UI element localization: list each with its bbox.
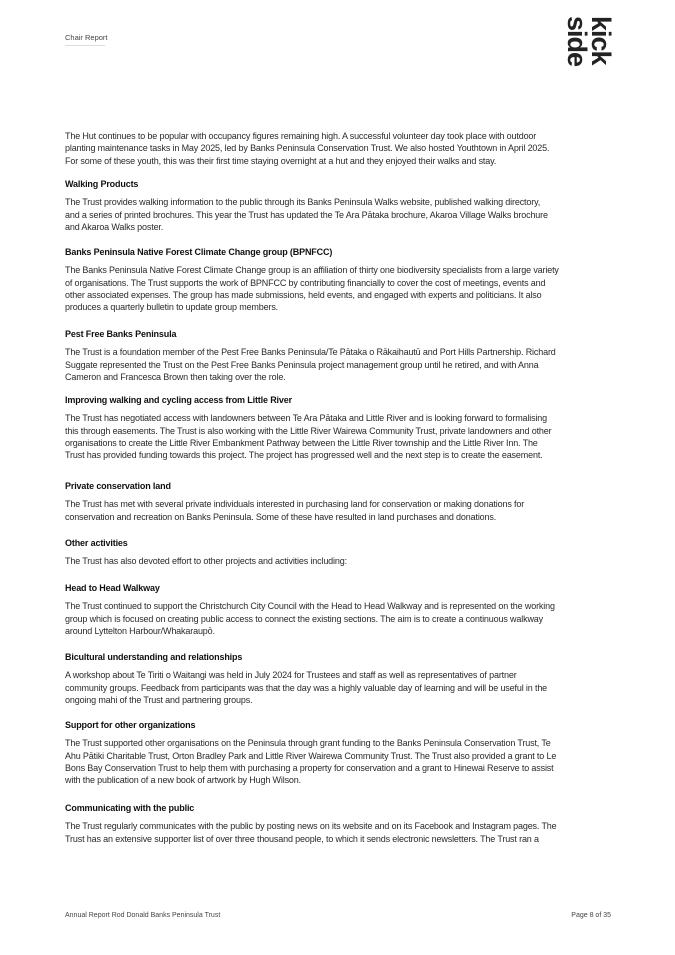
page-number: Page 8 of 35	[571, 912, 611, 919]
paragraph-line: this through easements. The Trust is also working with the Little River Wairewa Community Trust, private landowners and other	[65, 425, 552, 436]
section-paragraph	[65, 555, 625, 567]
paragraph-line: group which is focused on creating public access to connect the existing sections. The aim is to create a continuous walkway	[65, 613, 544, 624]
paragraph-line: The Trust has met with several private individuals interested in purchasing land for conservation or making donations for	[65, 499, 525, 510]
section-heading: Communicating with the public	[65, 803, 195, 813]
running-header: Chair Report	[65, 33, 108, 42]
paragraph-line: The Trust continued to support the Christchurch City Council with the Head to Head Walkway and is represented on the working	[65, 601, 555, 612]
paragraph-line: The Trust regularly communicates with the public by posting news on its website and on its Facebook and Instagram pages. The	[65, 821, 557, 832]
section	[65, 802, 625, 845]
section	[65, 651, 625, 706]
section-paragraph	[65, 196, 625, 233]
paragraph-line: around Lyttelton Harbour/Whakaraupō.	[65, 625, 215, 636]
section-paragraph	[65, 600, 625, 637]
paragraph-line: The Trust has also devoted effort to other projects and activities including:	[65, 556, 347, 567]
section-heading: Pest Free Banks Peninsula	[65, 329, 177, 339]
paragraph-line: and a series of printed brochures. This year the Trust has updated the Te Ara Pātaka brochure, Akaroa Village Walks brochure	[65, 209, 548, 220]
section-paragraph	[65, 737, 625, 786]
paragraph-line: Suggate represented the Trust on the Pest Free Banks Peninsula project management group until he retired, and with Anna	[65, 359, 539, 370]
section-heading: Private conservation land	[65, 481, 171, 491]
section-paragraph	[65, 820, 625, 845]
paragraph-line: ongoing mahi of the Trust and partnering groups.	[65, 694, 253, 705]
section-heading: Head to Head Walkway	[65, 583, 160, 593]
section-paragraph	[65, 498, 625, 523]
paragraph-line: community groups. Feedback from participants was that the day was a highly valuable day of learning and will be useful in the	[65, 682, 548, 693]
paragraph-line: The Trust provides walking information to the public through its Banks Peninsula Walks website, published walking directory,	[65, 197, 541, 208]
logo-word-side: side	[562, 16, 592, 67]
paragraph-line: other associated expenses. The group has made submissions, held events, and engaged with experts and politicians. It also	[65, 289, 542, 300]
paragraph-line: conservation and recreation on Banks Peninsula. Some of these have resulted in land purchases and donations.	[65, 511, 497, 522]
paragraph-line: A workshop about Te Tiriti o Waitangi was held in July 2024 for Trustees and staff as well as representatives of partner	[65, 670, 517, 681]
logo-word-kick: kick	[586, 16, 616, 65]
section	[65, 328, 625, 383]
header-divider	[65, 45, 105, 46]
section	[65, 537, 625, 568]
section	[65, 246, 625, 313]
section	[65, 130, 625, 167]
paragraph-line: The Banks Peninsula Native Forest Climate Change group is an affiliation of thirty one biodiversity specialists from a large variety	[65, 265, 559, 276]
paragraph-line: The Trust supported other organisations on the Peninsula through grant funding to the Banks Peninsula Conservation Trust, Te	[65, 738, 551, 749]
paragraph-line: Bons Bay Conservation Trust to help them with purchasing a property for conservation and a grant to Hinewai Reserve to assist	[65, 762, 554, 773]
paragraph-line: Trust has an extensive supporter list of over three thousand people, to which it sends electronic newsletters. The Trust ran a	[65, 833, 539, 844]
paragraph-line: and Akaroa Walks poster.	[65, 221, 164, 232]
paragraph-line: Ahu Pātiki Charitable Trust, Orton Bradley Park and Little River Wairewa Community Trust. The Trust also provided a grant to Le	[65, 750, 557, 761]
paragraph-line: organisations to create the Little River Embankment Pathway between the Little River township and the Little River Inn. The	[65, 437, 538, 448]
paragraph-line: produces a quarterly bulletin to update group members.	[65, 302, 279, 313]
section-paragraph	[65, 264, 625, 313]
footer-title: Annual Report Rod Donald Banks Peninsula Trust	[65, 912, 221, 919]
section	[65, 394, 625, 461]
paragraph-line: The Hut continues to be popular with occupancy figures remaining high. A successful volunteer day took place with outdoor	[65, 131, 537, 141]
kickside-logo	[556, 14, 616, 80]
section-paragraph	[65, 130, 625, 167]
paragraph-line: of organisations. The Trust supports the work of BPNFCC by contributing financially to cover the cost of meetings, events and	[65, 277, 546, 288]
section	[65, 719, 625, 786]
section-heading: Support for other organizations	[65, 720, 196, 730]
section-heading: Other activities	[65, 538, 128, 548]
paragraph-line: For some of these youth, this was their first time staying overnight at a hut and they enjoyed their walks and stay.	[65, 155, 497, 166]
section-paragraph	[65, 346, 625, 383]
section-heading: Banks Peninsula Native Forest Climate Change group (BPNFCC)	[65, 247, 333, 257]
paragraph-line: The Trust has negotiated access with landowners between Te Ara Pātaka and Little River and is looking forward to formalising	[65, 413, 548, 424]
paragraph-line: Trust has provided funding towards this project. The project has progressed well and the next step is to create the easement.	[65, 450, 543, 461]
section	[65, 178, 625, 233]
paragraph-line: planting maintenance tasks in May 2025, led by Banks Peninsula Conservation Trust. We also hosted Youthtown in April 2025.	[65, 143, 550, 154]
paragraph-line: Cameron and Francesca Brown then taking over the role.	[65, 371, 286, 382]
section-paragraph	[65, 669, 625, 706]
section-heading: Bicultural understanding and relationships	[65, 652, 243, 662]
paragraph-line: The Trust is a foundation member of the Pest Free Banks Peninsula/Te Pātaka o Rākaihautū and Port Hills Partnership. Richard	[65, 347, 556, 358]
section-heading: Improving walking and cycling access from Little River	[65, 395, 292, 405]
section-paragraph	[65, 412, 625, 461]
section-heading: Walking Products	[65, 179, 139, 189]
section	[65, 582, 625, 637]
paragraph-line: with the publication of a new book of artwork by Hugh Wilson.	[65, 775, 301, 786]
section	[65, 480, 625, 523]
